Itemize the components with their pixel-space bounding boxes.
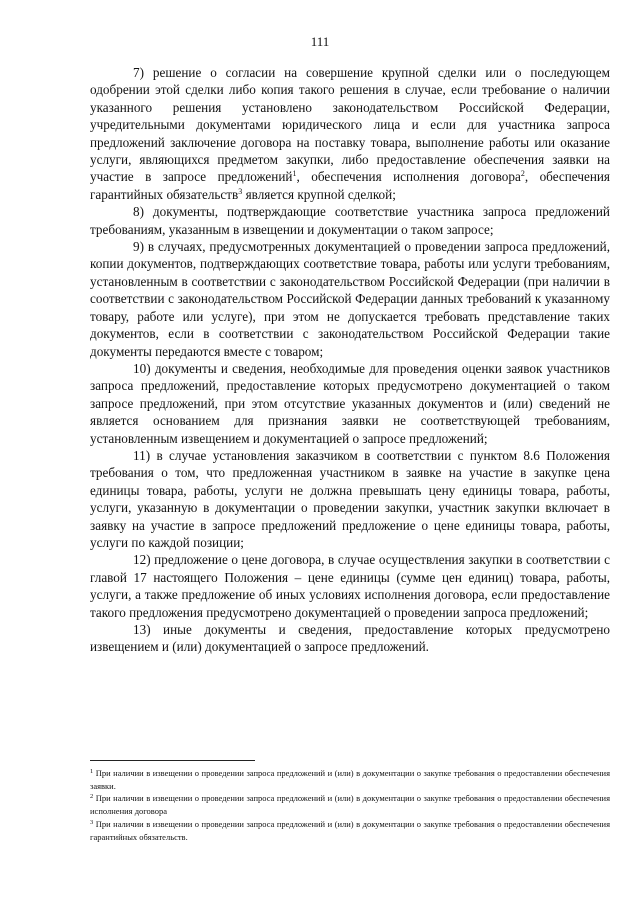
footnote-1 <box>90 767 610 792</box>
footnote-text: При наличии в извещении о проведении запроса предложений и (или) в документации о закупке требования о предоставлении обеспечения гарантийных обязательств. <box>90 818 610 842</box>
paragraph-item-9: 9) в случаях, предусмотренных документацией о проведении запроса предложений, копии документов, подтверждающих соответствие товара, работы или услуги требованиям, установленным в соответствии с законодательством Российской Федерации (при наличии в соответствии с законодательством Российской Федерации данных требований к указанному товару, работе или услуге), при этом не допускается требовать представление таких документов, если в соответствии с законодательством Российской Федерации такие документы передаются вместе с товаром; <box>90 239 610 359</box>
page-number: 111 <box>310 34 330 49</box>
footnote-text: При наличии в извещении о проведении запроса предложений и (или) в документации о закупке требования о предоставлении обеспечения заявки. <box>90 768 610 791</box>
paragraph-item-11: 11) в случае установления заказчиком в соответствии с пунктом 8.6 Положения требования о том, что предложенная участником в заявке на участие в закупке цена единицы товара, работы, услуги не должна превышать цену единицы товара, работы, услуги, указанную в документации о проведении закупки, участник закупки включает в заявку на участие в запросе предложений предложение о цене единицы товара, работы, услуги по каждой позиции; <box>90 447 610 550</box>
footnote-mark: 3 <box>90 818 94 826</box>
footnote-ref-3: 3 <box>238 186 243 196</box>
footnote-text: При наличии в извещении о проведении запроса предложений и (или) в документации о закупке требования о предоставлении обеспечения исполнения договора <box>90 793 610 817</box>
paragraph-item-7 <box>90 64 610 203</box>
paragraph-text: является крупной сделкой; <box>242 186 396 202</box>
footnotes <box>90 767 610 843</box>
footnote-mark: 2 <box>90 793 94 801</box>
paragraph-item-13: 13) иные документы и сведения, предоставление которых предусмотрено извещением и (или) документацией о запросе предложений. <box>90 622 610 655</box>
footnote-ref-2: 2 <box>520 169 525 179</box>
paragraph-text: , обеспечения гарантийных обязательств <box>90 169 610 202</box>
paragraph-item-8: 8) документы, подтверждающие соответствие участника запроса предложений требованиям, указанным в извещении и документации о таком запросе; <box>90 204 610 237</box>
footnote-3 <box>90 818 610 843</box>
paragraph-text: , обеспечения исполнения договора <box>296 169 521 185</box>
paragraph-item-12: 12) предложение о цене договора, в случае осуществления закупки в соответствии с главой 17 настоящего Положения – цене единицы (сумме цен единиц) товара, работы, услуги, а также предложение об иных условиях исполнения договора, если предоставление такого предложения предусмотрено документацией о проведении запроса предложений; <box>90 552 610 620</box>
footnote-separator <box>90 760 255 761</box>
paragraph-text: 7) решение о согласии на совершение крупной сделки или о последующем одобрении этой сделки либо копия такого решения в случае, если требование о наличии указанного решения установлено законодательством Российской Федерации, учредительными документами юридического лица и если для участника запроса предложений заключение договора на поставку товара, выполнение работы или оказание услуги, являющихся предметом закупки, либо предоставление обеспечения заявки на участие в запросе предложений <box>90 65 610 185</box>
footnote-mark: 1 <box>90 768 94 775</box>
footnote-ref-1: 1 <box>292 169 297 179</box>
footnote-2 <box>90 792 610 817</box>
paragraph-item-10: 10) документы и сведения, необходимые для проведения оценки заявок участников запроса предложений, предоставление которых предусмотрено документацией о таком запросе предложений, при этом отсутствие указанных документов и (или) сведений не является основанием для признания заявки не соответствующей требованиям, установленным извещением и документацией о запросе предложений; <box>90 360 610 446</box>
document-body <box>90 64 610 656</box>
